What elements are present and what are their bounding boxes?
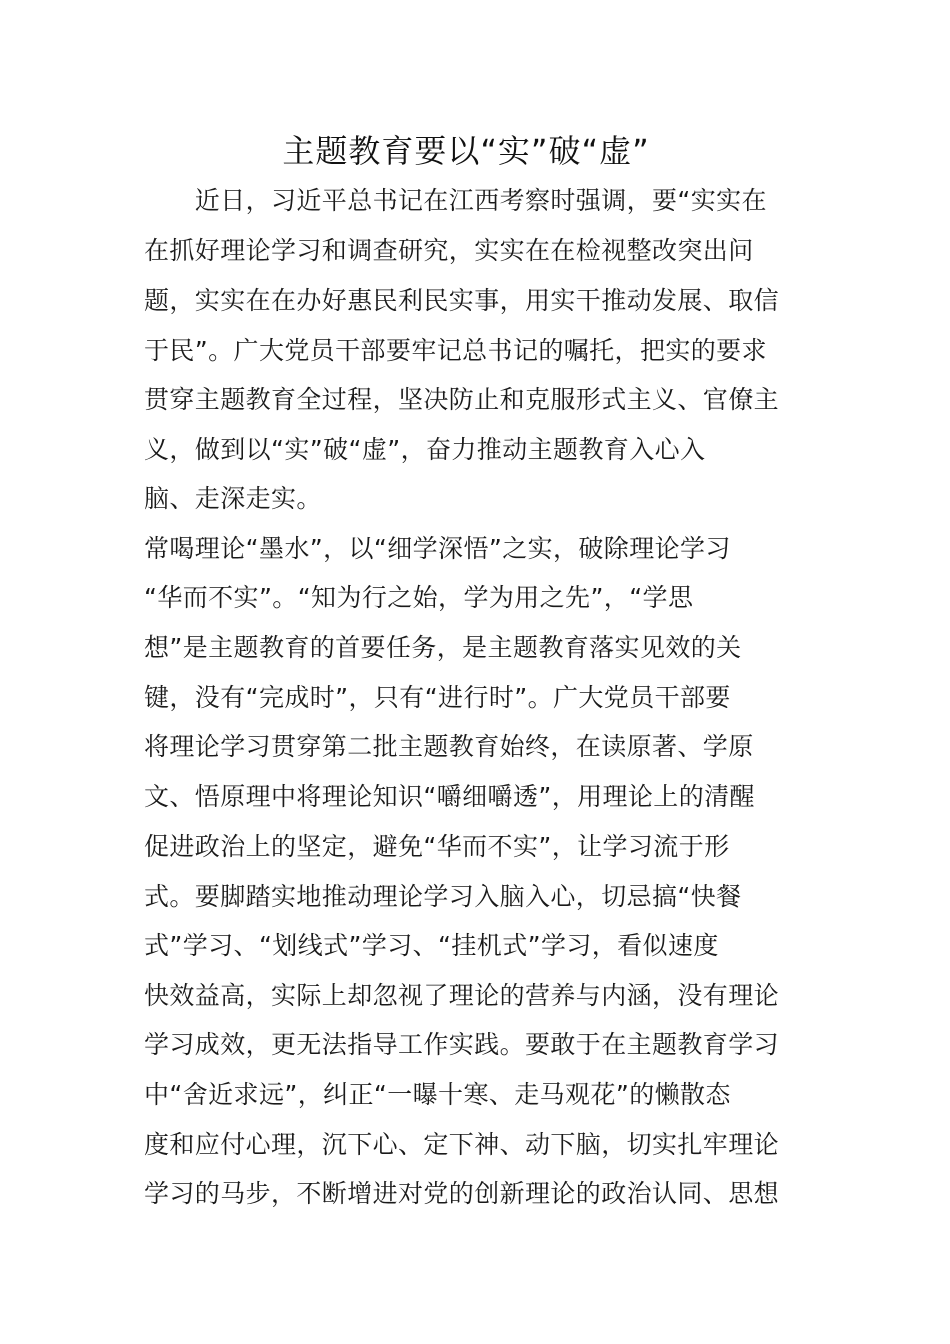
paragraph-1-line-6: 义，做到以“实”破“虚”，奋力推动主题教育入心入 — [144, 435, 706, 464]
paragraph-2-line-5: 将理论学习贯穿第二批主题教育始终，在读原著、学原 — [144, 732, 754, 761]
paragraph-2-line-7: 促进政治上的坚定，避免“华而不实”，让学习流于形 — [144, 832, 730, 861]
paragraph-1-line-7: 脑、走深走实。 — [144, 484, 322, 513]
paragraph-2-line-4: 键，没有“完成时”，只有“进行时”。广大党员干部要 — [144, 683, 731, 712]
document-title: 主题教育要以“实”破“虚” — [282, 132, 650, 170]
paragraph-2-line-2: “华而不实”。“知为行之始，学为用之先”，“学思 — [144, 583, 694, 612]
paragraph-2-line-11: 学习成效，更无法指导工作实践。要敢于在主题教育学习 — [144, 1030, 780, 1059]
paragraph-2-line-1: 常喝理论“墨水”，以“细学深悟”之实，破除理论学习 — [144, 534, 731, 563]
paragraph-2-line-9: 式”学习、“划线式”学习、“挂机式”学习，看似速度 — [144, 931, 719, 960]
paragraph-1-line-5: 贯穿主题教育全过程，坚决防止和克服形式主义、官僚主 — [144, 385, 780, 414]
paragraph-2-line-8: 式。要脚踏实地推动理论学习入脑入心，切忌搞“快餐 — [144, 882, 742, 911]
paragraph-2-line-10: 快效益高，实际上却忽视了理论的营养与内涵，没有理论 — [144, 981, 780, 1010]
paragraph-2-line-3: 想”是主题教育的首要任务，是主题教育落实见效的关 — [144, 633, 742, 662]
paragraph-1-line-2: 在抓好理论学习和调查研究，实实在在检视整改突出问 — [144, 236, 754, 265]
paragraph-1-line-1: 近日，习近平总书记在江西考察时强调，要“实实在 — [144, 186, 767, 215]
paragraph-2-line-6: 文、悟原理中将理论知识“嚼细嚼透”，用理论上的清醒 — [144, 782, 755, 811]
paragraph-1-line-4: 于民”。广大党员干部要牢记总书记的嘱托，把实的要求 — [144, 336, 767, 365]
paragraph-2-line-13: 度和应付心理，沉下心、定下神、动下脑，切实扎牢理论 — [144, 1130, 780, 1159]
paragraph-2-line-14: 学习的马步，不断增进对党的创新理论的政治认同、思想 — [144, 1179, 780, 1208]
paragraph-1-line-3: 题，实实在在办好惠民利民实事，用实干推动发展、取信 — [144, 286, 780, 315]
paragraph-2-line-12: 中“舍近求远”，纠正“一曝十寒、走马观花”的懒散态 — [144, 1080, 731, 1109]
